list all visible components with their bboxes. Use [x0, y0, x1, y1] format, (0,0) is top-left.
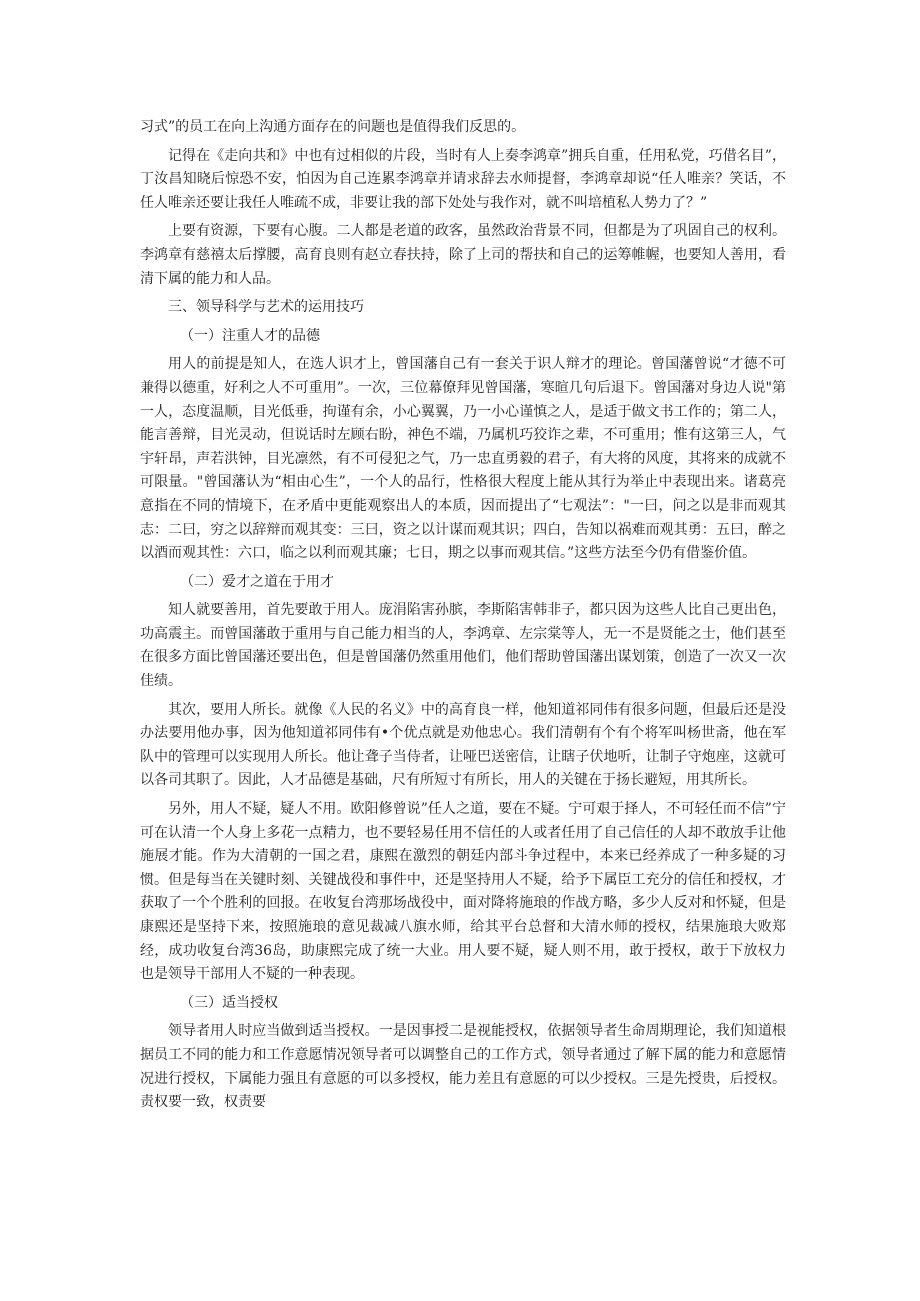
paragraph-delegation: 领导者用人时应当做到适当授权。一是因事授二是视能授权，依据领导者生命周期理论，我们知道根据员工不同的能力和工作意愿情况领导者可以调整自己的工作方式，领导者通过了解下属的能力和意愿情况进行授权，下属能力强且有意愿的可以多授权，能力差且有意愿的可以少授权。三是先授贵，后授权。责权要一致，权责要: [140, 1023, 786, 1111]
subheading-character: （一）注重人才的品德: [180, 327, 320, 344]
paragraph-trust: 另外，用人不疑，疑人不用。欧阳修曾说”任人之道，要在不疑。宁可艰于择人，不可轻任而不信”宁可在认清一个人身上多花一点精力，也不要轻易任用不信任的人或者任用了自己信任的人却不敢放手让他施展才能。作为大清朝的一国之君，康熙在激烈的朝廷内部斗争过程中，本来已经养成了一种多疑的习惯。但是每当在关键时刻、关键战役和事件中，还是坚持用人不疑，给予下属臣工充分的信任和授权，才获取了一个个胜利的回报。在收复台湾那场战役中，面对降将施琅的作战方略，多少人反对和怀疑，但是康熙还是坚持下来，按照施琅的意见裁减八旗水师，给其平台总督和大清水师的授权，结果施琅大败郑经，成功收复台湾36岛，助康熙完成了统一大业。用人要不疑，疑人则不用，敢于授权，敢于下放权力也是领导干部用人不疑的一种表现。: [140, 801, 786, 983]
paragraph-character: 用人的前提是知人，在选人识才上，曾国藩自己有一套关于识人辩才的理论。曾国藩曾说“才德不可兼得以德重，好利之人不可重用”。一次，三位幕僚拜见曾国藩，寒暄几句后退下。曾国藩对身边人说"第一人，态度温顺，目光低垂，拘谨有余，小心翼翼，乃一小心谨慎之人，是适于做文书工作的；第二人，能言善辩，目光灵动，但说话时左顾右盼，神色不端，乃属机巧狡诈之辈，不可重用；惟有这第三人，气宇轩昂，声若洪钟，目光凛然，有不可侵犯之气，乃一忠直勇毅的君子，有大将的风度，其将来的成就不可限量。"曾国藩认为“相由心生”，一个人的品行，性格很大程度上能从其行为举止中表现出来。诸葛亮意指在不同的情境下，在矛盾中更能观察出人的本质，因而提出了“七观法”："一曰，问之以是非而观其志：二曰，穷之以辞辩而观其变：三曰，资之以计谋而观其识；四白，告知以祸难而观其勇：五曰，醉之以酒而观其性：六口，临之以利而观其廉；七日，期之以事而观其信。”这些方法至今仍有借鉴价值。: [140, 356, 786, 562]
paragraph-resources-and-confidants: 上要有资源，下要有心腹。二人都是老道的政客，虽然政治背景不同，但都是为了巩固自己的权利。李鸿章有慈禧太后撑腰，高育良则有赵立春扶持，除了上司的帮扶和自己的运筹帷幄，也要知人善用，看清下属的能力和人品。: [140, 223, 786, 287]
subheading-using-talent: （二）爱才之道在于用才: [180, 573, 334, 590]
paragraph-intro-continuation: 习式”的员工在向上沟通方面存在的问题也是值得我们反思的。: [140, 119, 526, 135]
document-page: [140, 116, 786, 1120]
subheading-delegation: （三）适当授权: [180, 994, 278, 1011]
paragraph-use-strengths: 其次，要用人所长。就像《人民的名义》中的高育良一样，他知道祁同伟有很多问题，但最后还是没办法要用他办事，因为他知道祁同伟有•个优点就是劝他忠心。我们清朝有个有个将军叫杨世斋，他在军队中的管理可以实现用人所长。他让聋子当侍者，让哑巴送密信，让瞎子伏地听，让制子守炮座，这就可以各司其职了。因此，人才品德是基础，尺有所短寸有所长，用人的关键在于扬长避短，用其所长。: [140, 701, 786, 789]
paragraph-zouxiang-gonghe: 记得在《走向共和》中也有过相似的片段，当时有人上奏李鸿章”拥兵自重，任用私党，巧借名目”，丁汝昌知晓后惊恐不安，怕因为自己连累李鸿章并请求辞去水师提督，李鸿章却说“任人唯亲？笑话，不任人唯亲还要让我任人唯疏不成，非要让我的部下处处与我作对，就不叫培植私人势力了？”: [140, 147, 786, 211]
paragraph-dare-to-use: 知人就要善用，首先要敢于用人。庞涓陷害孙膑，李斯陷害韩非子，都只因为这些人比自己更出色，功高震主。而曾国藩敢于重用与自己能力相当的人，李鸿章、左宗棠等人，无一不是贤能之士，他们甚至在很多方面比曾国藩还要出色，但是曾国藩仍然重用他们，他们帮助曾国藩出谋划策，创造了一次又一次佳绩。: [140, 602, 786, 690]
section-heading-3: 三、领导科学与艺术的运用技巧: [168, 299, 364, 316]
